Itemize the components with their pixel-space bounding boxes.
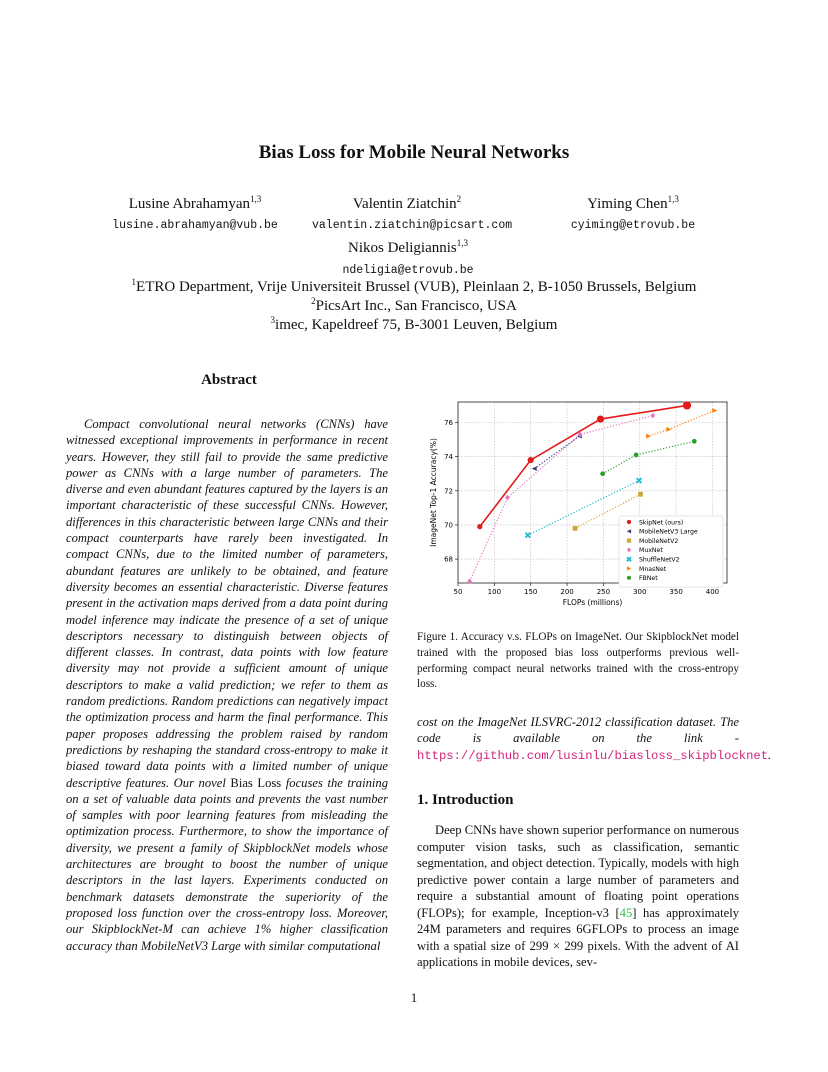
x-tick-label: 200 bbox=[560, 588, 574, 596]
author-email: cyiming@etrovub.be bbox=[570, 219, 696, 232]
affiliation-text: ETRO Department, Vrije Universiteit Brussel (VUB), Pleinlaan 2, B-1050 Brussels, Belgium bbox=[136, 279, 697, 295]
y-tick-label: 72 bbox=[444, 487, 453, 496]
abstract-paragraph bbox=[66, 416, 388, 954]
affiliation-sup: 1 bbox=[131, 277, 137, 287]
data-point bbox=[525, 533, 530, 538]
figure-caption: Figure 1. Accuracy v.s. FLOPs on ImageNet. Our SkipblockNet model trained with the proposed bias loss outperforms previous well-performing compact neural networks trained with the cross-entropy loss. bbox=[417, 631, 739, 691]
abstract-continuation bbox=[417, 714, 772, 764]
author-sup: 1,3 bbox=[456, 238, 468, 248]
legend-label: MuxNet bbox=[639, 547, 663, 555]
data-point bbox=[634, 453, 639, 458]
data-point bbox=[597, 415, 604, 422]
abstract-body bbox=[66, 416, 388, 954]
data-point bbox=[528, 457, 534, 463]
affiliation bbox=[0, 298, 828, 315]
affiliation bbox=[0, 317, 828, 334]
x-tick-label: 100 bbox=[487, 588, 502, 596]
data-point bbox=[573, 526, 578, 531]
author-name bbox=[308, 240, 508, 257]
abstract-term: Bias Loss bbox=[230, 775, 282, 790]
data-point bbox=[650, 413, 655, 419]
legend-label: ShuffleNetV2 bbox=[639, 556, 680, 564]
affiliation bbox=[0, 279, 828, 296]
x-tick-label: 400 bbox=[705, 588, 720, 596]
legend-label: SkipNet (ours) bbox=[639, 519, 684, 527]
data-point bbox=[637, 478, 642, 483]
data-point bbox=[532, 466, 537, 471]
x-tick-label: 250 bbox=[596, 588, 611, 596]
series-skipnet-ours bbox=[477, 401, 691, 529]
section-heading: 1. Introduction bbox=[417, 792, 514, 808]
x-tick-label: 150 bbox=[524, 588, 538, 596]
data-point bbox=[646, 434, 651, 439]
data-point bbox=[692, 439, 697, 444]
author-sup: 1,3 bbox=[249, 194, 262, 204]
legend-label: MobileNetV3 Large bbox=[639, 528, 698, 536]
y-tick-label: 68 bbox=[444, 555, 453, 564]
abstract-heading: Abstract bbox=[201, 372, 257, 388]
y-tick-label: 76 bbox=[444, 418, 453, 427]
link-end: . bbox=[768, 747, 772, 762]
legend-label: MnasNet bbox=[639, 565, 667, 573]
author-name-text: Valentin Ziatchin bbox=[352, 196, 457, 212]
intro-text: Deep CNNs have shown superior performance on numerous computer vision tasks, such as classification, semantic segmentation, and object detection. Typically, models with high predictive power contain a large number of parameters and require a substantial amount of floating point operations (FLOPs); for example, Inception-v3 [ bbox=[417, 823, 739, 920]
citation-link[interactable]: 45 bbox=[619, 905, 633, 920]
author-sup: 1,3 bbox=[667, 194, 679, 204]
y-axis-label: ImageNet Top-1 Accuracy(%) bbox=[429, 438, 438, 547]
paper-title: Bias Loss for Mobile Neural Networks bbox=[258, 142, 570, 163]
affiliation-text: imec, Kapeldreef 75, B-3001 Leuven, Belgium bbox=[275, 317, 558, 333]
accuracy-flops-chart bbox=[417, 392, 739, 612]
author-name-text: Lusine Abrahamyan bbox=[128, 196, 250, 212]
x-tick-label: 300 bbox=[633, 588, 647, 596]
abstract-text: Compact convolutional neural networks (CNNs) have witnessed exceptional improvements in performance in recent years. However, they still fail to provide the same predictive power as CNNs with a large number of parameters. The diverse and even abundant features captured by the layers is an important characteristic of these successful CNNs. However, differences in this characteristic between large CNNs and their compact counterparts have rarely been investigated. In compact CNNs, due to the limited number of parameters, abundant features are unlikely to be obtained, and feature diversity becomes an essential characteristic. Diverse features present in the activation maps derived from a data point during model inference may indicate the presence of a set of unique descriptors necessary to distinguish between objects of different classes. In contrast, data points with low feature diversity may not provide a sufficient amount of unique descriptors to make a valid prediction; we refer to them as random predictions. Random predictions can negatively impact the optimization process and harm the final performance. This paper proposes addressing the problem raised by random predictions by reshaping the standard cross-entropy to make it biased toward data points with a limited number of unique descriptive features. Our novel bbox=[66, 417, 388, 790]
y-tick-label: 74 bbox=[444, 453, 453, 462]
x-tick-label: 350 bbox=[669, 588, 683, 596]
legend-label: MobileNetV2 bbox=[639, 537, 679, 545]
author-name bbox=[312, 196, 502, 213]
series-mnasnet bbox=[646, 408, 717, 438]
intro-text: ] has approximately 24M parameters and requires 6GFLOPs to process an image with a spatial size of 299 × 299 pixels. With the advent of AI applications in mobile devices, sev- bbox=[417, 905, 739, 969]
author-email: ndeligia@etrovub.be bbox=[342, 264, 474, 277]
series-line bbox=[480, 405, 687, 526]
author-name-text: Yiming Chen bbox=[587, 196, 668, 212]
data-point bbox=[683, 401, 691, 409]
chart-legend bbox=[619, 516, 723, 587]
affiliation-text: PicsArt Inc., San Francisco, USA bbox=[315, 298, 517, 314]
data-point bbox=[712, 408, 717, 413]
author-name bbox=[538, 196, 728, 213]
legend-marker bbox=[627, 520, 631, 524]
series-line bbox=[648, 411, 714, 437]
abstract-text: focuses the training on a set of valuable data points and prevents the vast number of samples with poor learning features from misleading the optimization process. Furthermore, to show the importance of diversity, we present a family of SkipblockNet models whose architectures are brought to boost the number of unique descriptors in the last layers. Experiments conducted on benchmark datasets demonstrate the superiority of the proposed loss function over the cross-entropy loss. Moreover, our SkipblockNet-M can achieve 1% higher classification accuracy than MobileNetV3 Large with similar computational bbox=[66, 775, 388, 953]
intro-body bbox=[417, 822, 739, 971]
affiliation-sup: 3 bbox=[270, 315, 276, 325]
data-point bbox=[600, 471, 605, 476]
intro-paragraph bbox=[417, 822, 739, 971]
page-number: 1 bbox=[410, 990, 418, 1005]
abstract-cont-text: cost on the ImageNet ILSVRC-2012 classification dataset. The code is available on the link - bbox=[417, 715, 739, 746]
x-axis-label: FLOPs (millions) bbox=[562, 598, 623, 607]
data-point bbox=[638, 492, 643, 497]
y-tick-label: 70 bbox=[444, 521, 453, 530]
data-point bbox=[505, 495, 510, 501]
author-sup: 2 bbox=[456, 194, 462, 204]
legend-label: FBNet bbox=[639, 575, 658, 583]
author-email: lusine.abrahamyan@vub.be bbox=[112, 219, 278, 232]
code-link[interactable]: https://github.com/lusinlu/biasloss_skipblocknet bbox=[417, 748, 769, 763]
author-email: valentin.ziatchin@picsart.com bbox=[312, 219, 513, 232]
author-name bbox=[100, 196, 290, 213]
series-line bbox=[603, 441, 695, 473]
legend-box bbox=[619, 516, 723, 587]
legend-marker bbox=[627, 539, 631, 543]
data-point bbox=[477, 524, 482, 529]
author-name-text: Nikos Deligiannis bbox=[348, 240, 457, 256]
affiliation-sup: 2 bbox=[311, 296, 316, 306]
legend-marker bbox=[627, 576, 631, 580]
x-tick-label: 50 bbox=[453, 588, 463, 596]
data-point bbox=[666, 427, 671, 432]
series-fbnet bbox=[600, 439, 696, 476]
